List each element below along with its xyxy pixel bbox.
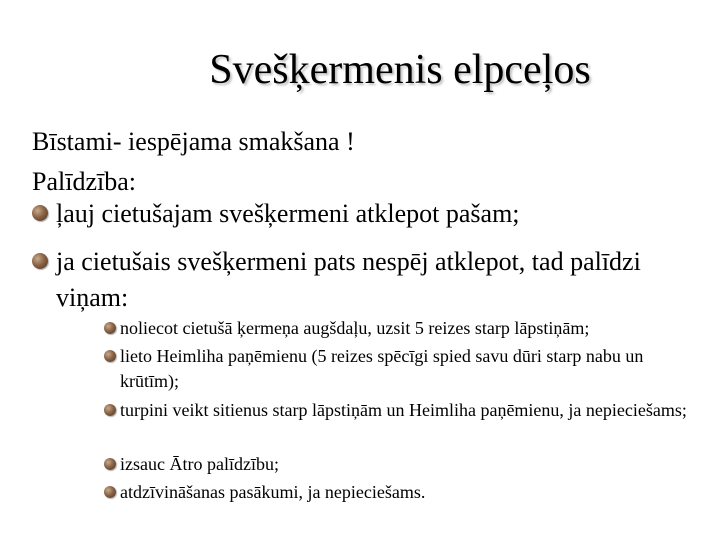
sub-bullet-item <box>102 316 702 341</box>
sub-bullet-text: lieto Heimliha paņēmienu (5 reizes spēcīgi spied savu dūri starp nabu un krūtīm); <box>120 346 644 391</box>
bullet-icon <box>104 404 116 416</box>
bullet-icon <box>32 253 48 269</box>
bullet-text: ļauj cietušajam svešķermeni atklepot pašam; <box>56 199 520 228</box>
sub-bullet-item <box>102 398 702 423</box>
sub-bullet-item <box>102 452 702 477</box>
bullet-item <box>30 196 670 232</box>
slide-title: Svešķermenis elpceļos <box>209 47 591 93</box>
intro-line-help: Palīdzība: <box>32 167 136 196</box>
bullet-item <box>30 244 670 316</box>
sub-bullet-text: noliecot cietušā ķermeņa augšdaļu, uzsit 5 reizes starp lāpstiņām; <box>120 318 590 338</box>
intro-line-hazard: Bīstami- iespējama smakšana ! <box>32 127 355 156</box>
bullet-icon <box>104 322 116 334</box>
sub-bullet-text: izsauc Ātro palīdzību; <box>120 454 279 474</box>
sub-bullet-text: turpini veikt sitienus starp lāpstiņām un Heimliha paņēmienu, ja nepieciešams; <box>120 400 687 420</box>
sub-bullet-item <box>102 480 702 505</box>
bullet-icon <box>104 486 116 498</box>
bullet-icon <box>104 350 116 362</box>
bullet-icon <box>32 205 48 221</box>
sub-bullet-text: atdzīvināšanas pasākumi, ja nepieciešams. <box>120 482 426 502</box>
sub-bullet-item <box>102 344 702 394</box>
bullet-icon <box>104 458 116 470</box>
bullet-text: ja cietušais svešķermeni pats nespēj atklepot, tad palīdzi viņam: <box>56 247 641 312</box>
